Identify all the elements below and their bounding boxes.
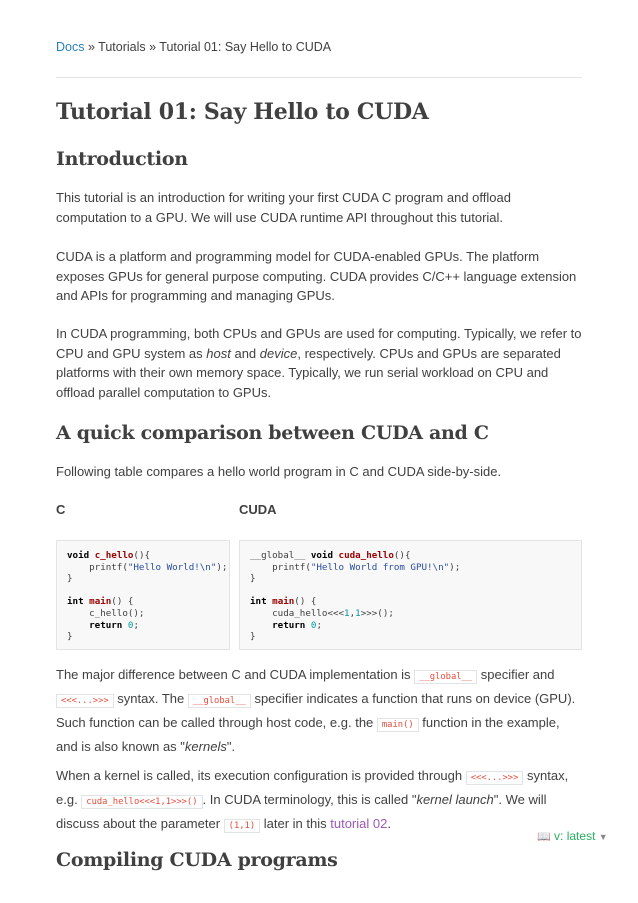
breadcrumb-docs-link[interactable]: Docs: [56, 40, 85, 54]
breadcrumb-trail: » Tutorials » Tutorial 01: Say Hello to CUDA: [84, 40, 332, 54]
term-host: host: [206, 345, 231, 361]
section-heading-compiling: Compiling CUDA programs: [56, 849, 338, 871]
page-title: Tutorial 01: Say Hello to CUDA: [56, 99, 429, 125]
comparison-intro: Following table compares a hello world program in C and CUDA side-by-side.: [56, 464, 502, 479]
tutorial-02-link[interactable]: tutorial 02: [330, 816, 388, 831]
inline-code-launch-syntax: <<<...>>>: [56, 694, 114, 708]
inline-code-main: main(): [377, 718, 419, 732]
code-block-c: [56, 540, 230, 650]
caret-down-icon: ▼: [598, 832, 608, 842]
term-kernels: kernels: [184, 739, 227, 754]
version-selector[interactable]: [537, 829, 608, 843]
code-block-cuda: [239, 540, 582, 650]
header-divider: [56, 77, 582, 78]
intro-paragraph-3: In CUDA programming, both CPUs and GPUs are used for computing. Typically, we refer to CPU and GPU system as host and device, respectively. CPUs and GPUs are separated platforms with their own memory space. Typically, we run serial workload on CPU and offload parallel computation to GPUs.: [56, 326, 582, 400]
inline-code-launch-syntax-2: <<<...>>>: [466, 771, 524, 785]
inline-code-global-2: __global__: [188, 694, 251, 708]
version-label: v: latest: [554, 829, 596, 843]
term-device: device: [259, 345, 298, 361]
term-kernel-launch: kernel launch: [416, 792, 494, 807]
intro-paragraph-2: CUDA is a platform and programming model for CUDA-enabled GPUs. The platform exposes GPUs for general purpose computing. CUDA provides C/C++ language extension and APIs for programming and managing GPUs.: [56, 249, 577, 303]
column-label-c: C: [56, 502, 66, 517]
intro-paragraph-1: This tutorial is an introduction for writing your first CUDA C program and offload computation to a GPU. We will use CUDA runtime API throughout this tutorial.: [56, 190, 511, 225]
book-icon: 📖: [537, 831, 551, 843]
launch-paragraph: When a kernel is called, its execution configuration is provided through <<<...>>> syntax, e.g. cuda_hello<<<1,1>>>() . In CUDA terminology, this is called "kernel launch". We will discuss about the parameter (1,1) later in this tutorial 02.: [56, 768, 569, 831]
code-c: void c_hello(){ printf("Hello World!\n"); } int main() { c_hello(); return 0; }: [67, 550, 228, 643]
breadcrumb: [56, 40, 331, 54]
section-heading-introduction: Introduction: [56, 148, 188, 170]
column-label-cuda: CUDA: [239, 502, 277, 517]
inline-code-params: (1,1): [224, 819, 260, 833]
code-cuda: __global__ void cuda_hello(){ printf("Hello World from GPU!\n"); } int main() { cuda_hello<<<1,1>>>(); return 0; }: [250, 550, 461, 643]
inline-code-global: __global__: [414, 670, 477, 684]
inline-code-kernel-call: cuda_hello<<<1,1>>>(): [81, 795, 202, 809]
difference-paragraph: The major difference between C and CUDA implementation is __global__ specifier and <<<...>>> syntax. The __global__ specifier indicates a function that runs on device (GPU). Such function can be called through host code, e.g. the main() function in the example, and is also known as "kernels".: [56, 667, 576, 754]
section-heading-comparison: A quick comparison between CUDA and C: [56, 422, 489, 444]
